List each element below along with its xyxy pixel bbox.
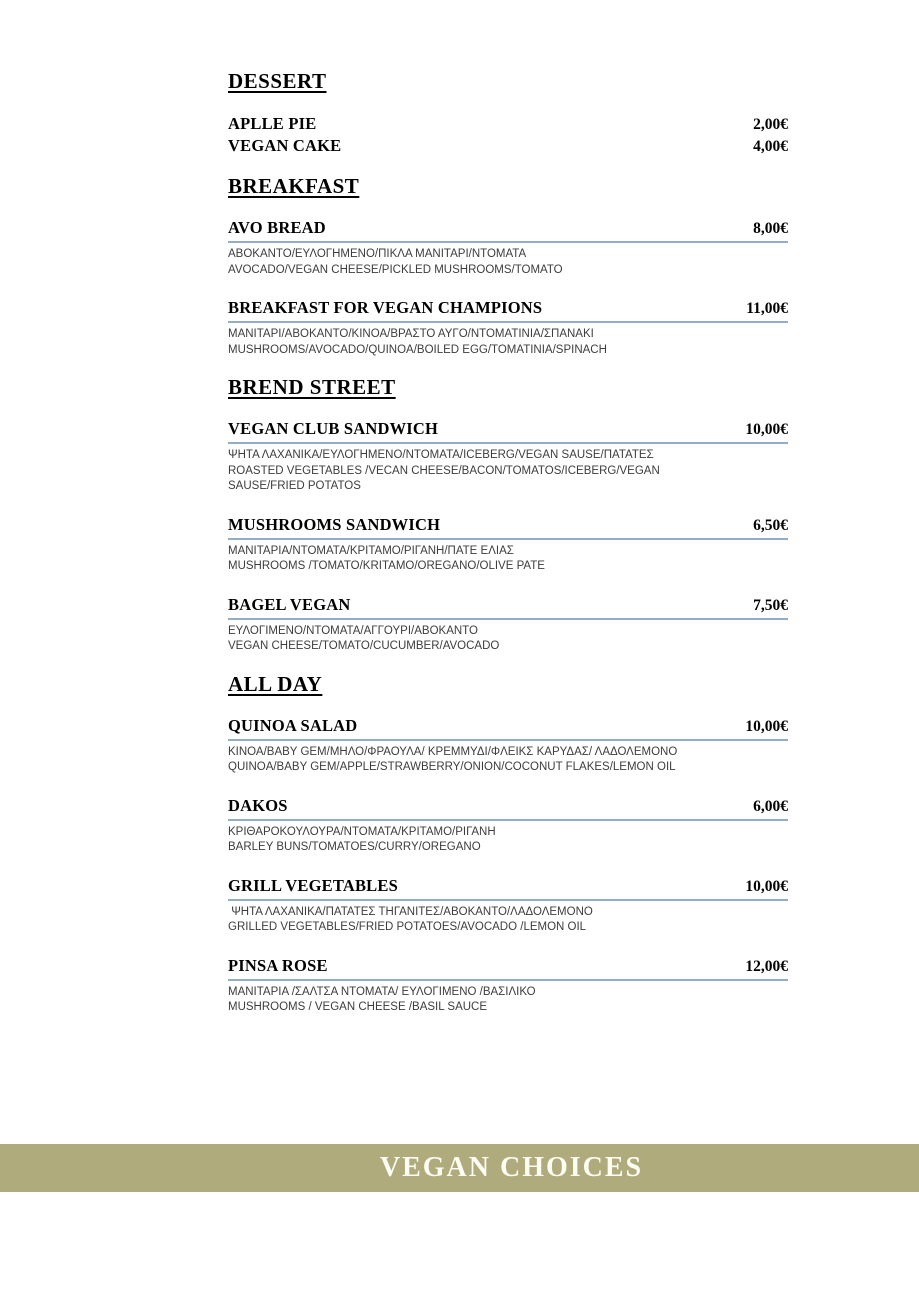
item-price: 4,00€ (753, 138, 788, 155)
menu-item-header (228, 135, 788, 157)
item-description: ΜΑΝΙΤΑΡΙΑ /ΣΑΛΤΣΑ ΝΤΟΜΑΤΑ/ ΕΥΛΟΓΙΜΕΝΟ /ΒΑΣΙΛΙΚΟ (228, 985, 536, 998)
item-description: MUSHROOMS /TOMATO/KRITAMO/OREGANO/OLIVE PATE (228, 560, 545, 572)
menu-item-header (228, 113, 788, 135)
item-name: QUINOA SALAD (228, 715, 358, 735)
section-title: ALL DAY (228, 671, 323, 696)
item-name: BREAKFAST FOR VEGAN CHAMPIONS (228, 298, 543, 317)
item-name: APLLE PIE (228, 114, 317, 133)
menu-section (228, 673, 788, 1016)
category-banner (0, 1144, 919, 1192)
menu-item (228, 298, 788, 358)
item-description: SAUSE/FRIED POTATOS (228, 480, 361, 492)
item-name: MUSHROOMS SANDWICH (228, 514, 441, 534)
item-price: 6,50€ (753, 516, 788, 534)
menu-item (228, 135, 788, 157)
menu-item (228, 113, 788, 135)
item-description: MUSHROOMS / VEGAN CHEESE /BASIL SAUCE (228, 1001, 488, 1013)
item-price: 8,00€ (753, 220, 788, 237)
item-name: GRILL VEGETABLES (228, 875, 398, 895)
menu-item-header (228, 956, 788, 981)
menu-section (228, 376, 788, 655)
menu-section (228, 175, 788, 358)
item-description: ΨΗΤΑ ΛΑΧΑΝΙΚΑ/ΠΑΤΑΤΕΣ ΤΗΓΑΝΙΤΕΣ/ΑΒΟΚΑΝΤΟ/ΛΑΔΟΛΕΜΟΝΟ (228, 905, 593, 918)
item-price: 10,00€ (745, 421, 788, 438)
item-description: GRILLED VEGETABLES/FRIED POTATOES/AVOCADO /LEMON OIL (228, 921, 587, 933)
item-description: ΕΥΛΟΓΙΜΕΝΟ/ΝΤΟΜΑΤΑ/ΑΓΓΟΥΡΙ/ΑΒΟΚΑΝΤΟ (228, 624, 478, 637)
item-price: 6,00€ (753, 797, 788, 815)
item-description: ΚΙΝΟΑ/BABY GEM/ΜΗΛΟ/ΦΡΑΟΥΛΑ/ ΚΡΕΜΜΥΔΙ/ΦΛΕΙΚΣ ΚΑΡΥΔΑΣ/ ΛΑΔΟΛΕΜΟΝΟ (228, 745, 678, 758)
item-price: 10,00€ (745, 877, 788, 895)
menu-item (228, 876, 788, 936)
menu-item (228, 796, 788, 856)
item-name: BAGEL VEGAN (228, 594, 351, 614)
section-title: DESSERT (228, 69, 327, 93)
item-name: VEGAN CAKE (228, 136, 342, 155)
item-price: 7,50€ (753, 596, 788, 614)
item-name: VEGAN CLUB SANDWICH (228, 419, 439, 438)
item-description: MUSHROOMS/AVOCADO/QUINOA/BOILED EGG/TOMATINIA/SPINACH (228, 343, 607, 356)
item-price: 12,00€ (745, 957, 788, 975)
menu-item-header (228, 419, 788, 444)
menu-item (228, 595, 788, 655)
section-title: BREAKFAST (228, 174, 360, 198)
banner-title: VEGAN CHOICES (379, 1152, 644, 1183)
section-title: BREND STREET (228, 375, 396, 399)
menu-item (228, 419, 788, 495)
item-price: 11,00€ (746, 300, 788, 317)
item-description: QUINOA/BABY GEM/APPLE/STRAWBERRY/ONION/COCONUT FLAKES/LEMON OIL (228, 761, 676, 773)
item-name: PINSA ROSE (228, 955, 328, 975)
item-description: ΚΡΙΘΑΡΟΚΟΥΛΟΥΡΑ/ΝΤΟΜΑΤΑ/ΚΡΙΤΑΜΟ/ΡΙΓΑΝΗ (228, 825, 496, 838)
menu-item (228, 218, 788, 278)
menu-item-header (228, 595, 788, 620)
menu-item-header (228, 876, 788, 901)
item-description: VEGAN CHEESE/TOMATO/CUCUMBER/AVOCADO (228, 640, 500, 652)
item-description: ΜΑΝΙΤΑΡΙ/ΑΒΟΚΑΝΤΟ/ΚΙΝΟΑ/ΒΡΑΣΤΟ ΑΥΓΟ/ΝΤΟΜΑΤΙΝΙΑ/ΣΠΑΝΑΚΙ (228, 328, 594, 340)
item-description: ΜΑΝΙΤΑΡΙΑ/ΝΤΟΜΑΤΑ/ΚΡΙΤΑΜΟ/ΡΙΓΑΝΗ/ΠΑΤΕ ΕΛΙΑΣ (228, 544, 514, 557)
item-name: DAKOS (228, 795, 288, 815)
item-description: ROASTED VEGETABLES /VECAN CHEESE/BACON/TOMATOS/ICEBERG/VEGAN (228, 464, 660, 477)
menu-item-header (228, 796, 788, 821)
menu-item-header (228, 298, 788, 323)
menu-item-header (228, 716, 788, 741)
menu-item (228, 956, 788, 1016)
menu-item (228, 515, 788, 575)
menu-item (228, 716, 788, 776)
item-description: BARLEY BUNS/TOMATOES/CURRY/OREGANO (228, 841, 481, 853)
menu-item-header (228, 515, 788, 540)
item-description: ΑΒΟΚΑΝΤΟ/ΕΥΛΟΓΗΜΕΝΟ/ΠΙΚΛΑ ΜΑΝΙΤΑΡΙ/ΝΤΟΜΑΤΑ (228, 248, 527, 260)
item-description: ΨΗΤΑ ΛΑΧΑΝΙΚΑ/ΕΥΛΟΓΗΜΕΝΟ/ΝΤΟΜΑΤΑ/ICEBERG/VEGAN SAUSE/ΠΑΤΑΤΕΣ (228, 449, 654, 461)
menu-item-header (228, 218, 788, 243)
menu-section (228, 70, 788, 157)
item-description: AVOCADO/VEGAN CHEESE/PICKLED MUSHROOMS/TOMATO (228, 263, 563, 276)
item-name: AVO BREAD (228, 218, 326, 237)
item-price: 10,00€ (745, 717, 788, 735)
menu-content (228, 70, 788, 1034)
item-price: 2,00€ (753, 116, 788, 133)
